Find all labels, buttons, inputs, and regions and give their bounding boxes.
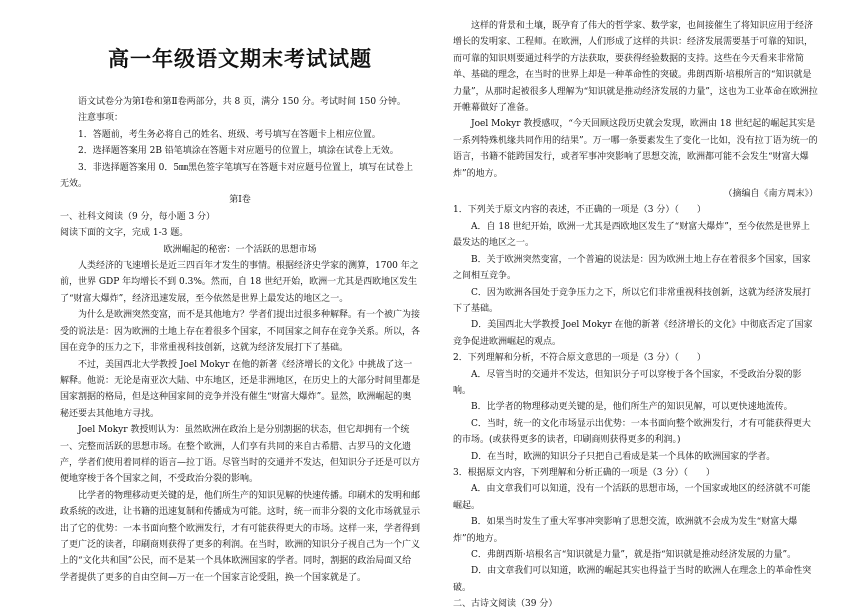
notice-item: 3．非选择题答案用 0．5㎜黑色签字笔填写在答题卡对应题号位置上，填写在试卷上无效。 [60, 162, 414, 190]
article-paragraph: Joel Mokyr 教授则认为：虽然欧洲在政治上是分别割据的状态，但它却拥有一个统一、完整而活跃的思想市场。在整个欧洲，人们享有共同的来自古希腊、古罗马的文化遗产，学者们使用着同样的语言—拉丁语。尽管当时的交通并不发达，但知识分子还是可以方便地穿梭于各个国家之间，不受政治分裂的影响。 [60, 425, 421, 485]
notice-heading: 注意事项： [78, 113, 124, 124]
article-paragraph: 不过，美国西北大学教授 Joel Mokyr 在他的新著《经济增长的文化》中挑战了这一解释。他说：无论是南亚次大陆、中东地区，还是非洲地区，在历史上的大部分时间里都是国家割据的格局，但是这种国家间的竞争并没有催生“财富大爆炸”。显然，欧洲崛起的奥秘还要去其他地方寻找。 [60, 359, 421, 419]
right-column [453, 18, 818, 613]
article-paragraph: 人类经济的飞速增长是近三四百年才发生的事情。根据经济史学家的测算，1700 年之前，世界 GDP 年均增长不到 0.3%。然而，自 18 世纪开始，欧洲一尤其是西欧地区发生了“财富大爆炸”，经济迅速发展，至今依然是世界上最发达的地区之一。 [60, 261, 419, 304]
question-stem: 2．下列理解和分析，不符合原文意思的一项是（3 分）（ ） [453, 353, 706, 364]
question-option: C．当时，统一的文化市场显示出优势：一本书面向整个欧洲发行，才有可能获得更大的市场。(或获得更多的读者，印刷商则获得更多的利润。) [453, 418, 811, 446]
question-option: C．弗朗西斯·培根名言“知识就是力量”，就是指“知识就是推动经济发展的力量”。 [471, 550, 797, 560]
section-heading: 一、社科文阅读（9 分，每小题 3 分） [60, 211, 216, 222]
section-instruction: 阅读下面的文字，完成 1-3 题。 [60, 228, 189, 239]
notice-item: 2．选择题答案用 2B 铅笔填涂在答题卡对应题号的位置上，填涂在试卷上无效。 [78, 146, 399, 157]
question-stem: 3．根据原文内容，下列理解和分析正确的一项是（3 分）（ ） [453, 467, 715, 478]
article-source: （摘编自《南方周末》） [723, 189, 818, 200]
question-option: A．自 18 世纪开始，欧洲一尤其是西欧地区发生了“财富大爆炸”，至今依然是世界上最发达的地区之一。 [453, 221, 810, 249]
question-stem: 1．下列关于原文内容的表述，不正确的一项是（3 分）（ ） [453, 205, 706, 216]
article-paragraph: Joel Mokyr 教授感叹，“今天回顾这段历史就会发现，欧洲由 18 世纪起的崛起其实是一系列特殊机缘共同作用的结果”。万一哪一条要素发生了变化一比如，没有拉丁语为统一的语言，书籍不能跨国发行，或者军事冲突影响了思想交流，欧洲都可能不会发生“财富大爆炸”的地方。 [453, 119, 818, 179]
section-heading: 二、古诗文阅读（39 分） [453, 599, 558, 610]
article-paragraph: 为什么是欧洲突然变富，而不是其他地方？学者们提出过很多种解释。有一个被广为接受的说法是：因为欧洲的土地上存在着很多个国家，不同国家之间存在竞争关系。所以，各国在竞争的压力之下，非常重视科技创新，这就为经济发展打下了基础。 [60, 310, 421, 354]
question-option: B．比学者的物理移动更关键的是，他们所生产的知识见解，可以更快速地流传。 [471, 402, 793, 413]
article-paragraph: 这样的背景和土壤，既孕育了伟大的哲学家、数学家，也间接催生了将知识应用于经济增长的发明家、工程师。在欧洲，人们形成了这样的共识：经济发展需要基于可靠的知识，而可靠的知识则要通过科学的方法获取，要获得经验数据的支持。这些在今天看来非常简单、基础的理念，在当时的世界上却是一种革命性的突破。弗朗西斯·培根所言的“知识就是力量”，从那时起被很多人理解为“知识就是推动经济发展的力量”，这也为工业革命在欧洲拉开帷幕做好了准备。 [453, 21, 818, 114]
question-option: C．因为欧洲各国处于竞争压力之下，所以它们非常重视科技创新，这就为经济发展打下了基础。 [453, 287, 811, 314]
article-title: 欧洲崛起的秘密：一个活跃的思想市场 [163, 244, 317, 255]
question-option: A．尽管当时的交通并不发达，但知识分子可以穿梭于各个国家，不受政治分裂的影响。 [453, 369, 802, 396]
exam-title: 高一年级语文期末考试试题 [108, 47, 372, 71]
question-option: D．由文章我们可以知道，欧洲的崛起其实也得益于当时的欧洲人在理念上的革命性突破。 [453, 566, 812, 593]
notice-item: 1．答题前，考生务必将自己的姓名、班级、考号填写在答题卡上相应位置。 [78, 129, 381, 140]
article-paragraph: 比学者的物理移动更关键的是，他们所生产的知识见解的快速传播。印刷术的发明和邮政系统的改进，让书籍的迅速复制和传播成为可能。这时，统一而非分裂的文化市场就显示出了它的优势：一本书面向整个欧洲发行，才有可能获得更大的市场。这样一来，学者得到了更广泛的读者，印刷商则获得了更多的利润。在当时，欧洲的知识分子视自己为一个广义上的“文化共和国”公民，而不是某一个具体欧洲国家的学者。同时，割据的政治局面又给学者提供了更多的自由空间—万一在一个国家言论受阻，换一个国家就是了。 [60, 490, 421, 583]
part-heading: 第Ⅰ卷 [229, 195, 251, 206]
question-option: B．关于欧洲突然变富，一个普遍的说法是：因为欧洲土地上存在着很多个国家，国家之间相互竞争。 [453, 254, 811, 282]
exam-intro: 语文试卷分为第Ⅰ卷和第Ⅱ卷两部分，共 8 页，满分 150 分。考试时间 150 分钟。 [78, 97, 406, 107]
left-column [60, 0, 420, 586]
question-option: D．在当时，欧洲的知识分子只把自己看成是某一个具体的欧洲国家的学者。 [471, 451, 776, 462]
question-option: D．美国西北大学教授 Joel Mokyr 在他的新著《经济增长的文化》中彻底否定了国家竞争促进欧洲崛起的观点。 [453, 320, 813, 347]
question-option: B．如果当时发生了重大军事冲突影响了思想交流，欧洲就不会成为发生“财富大爆炸”的地方。 [453, 517, 798, 544]
question-option: A．由文章我们可以知道，没有一个活跃的思想市场，一个国家或地区的经济就不可能崛起。 [453, 484, 811, 511]
